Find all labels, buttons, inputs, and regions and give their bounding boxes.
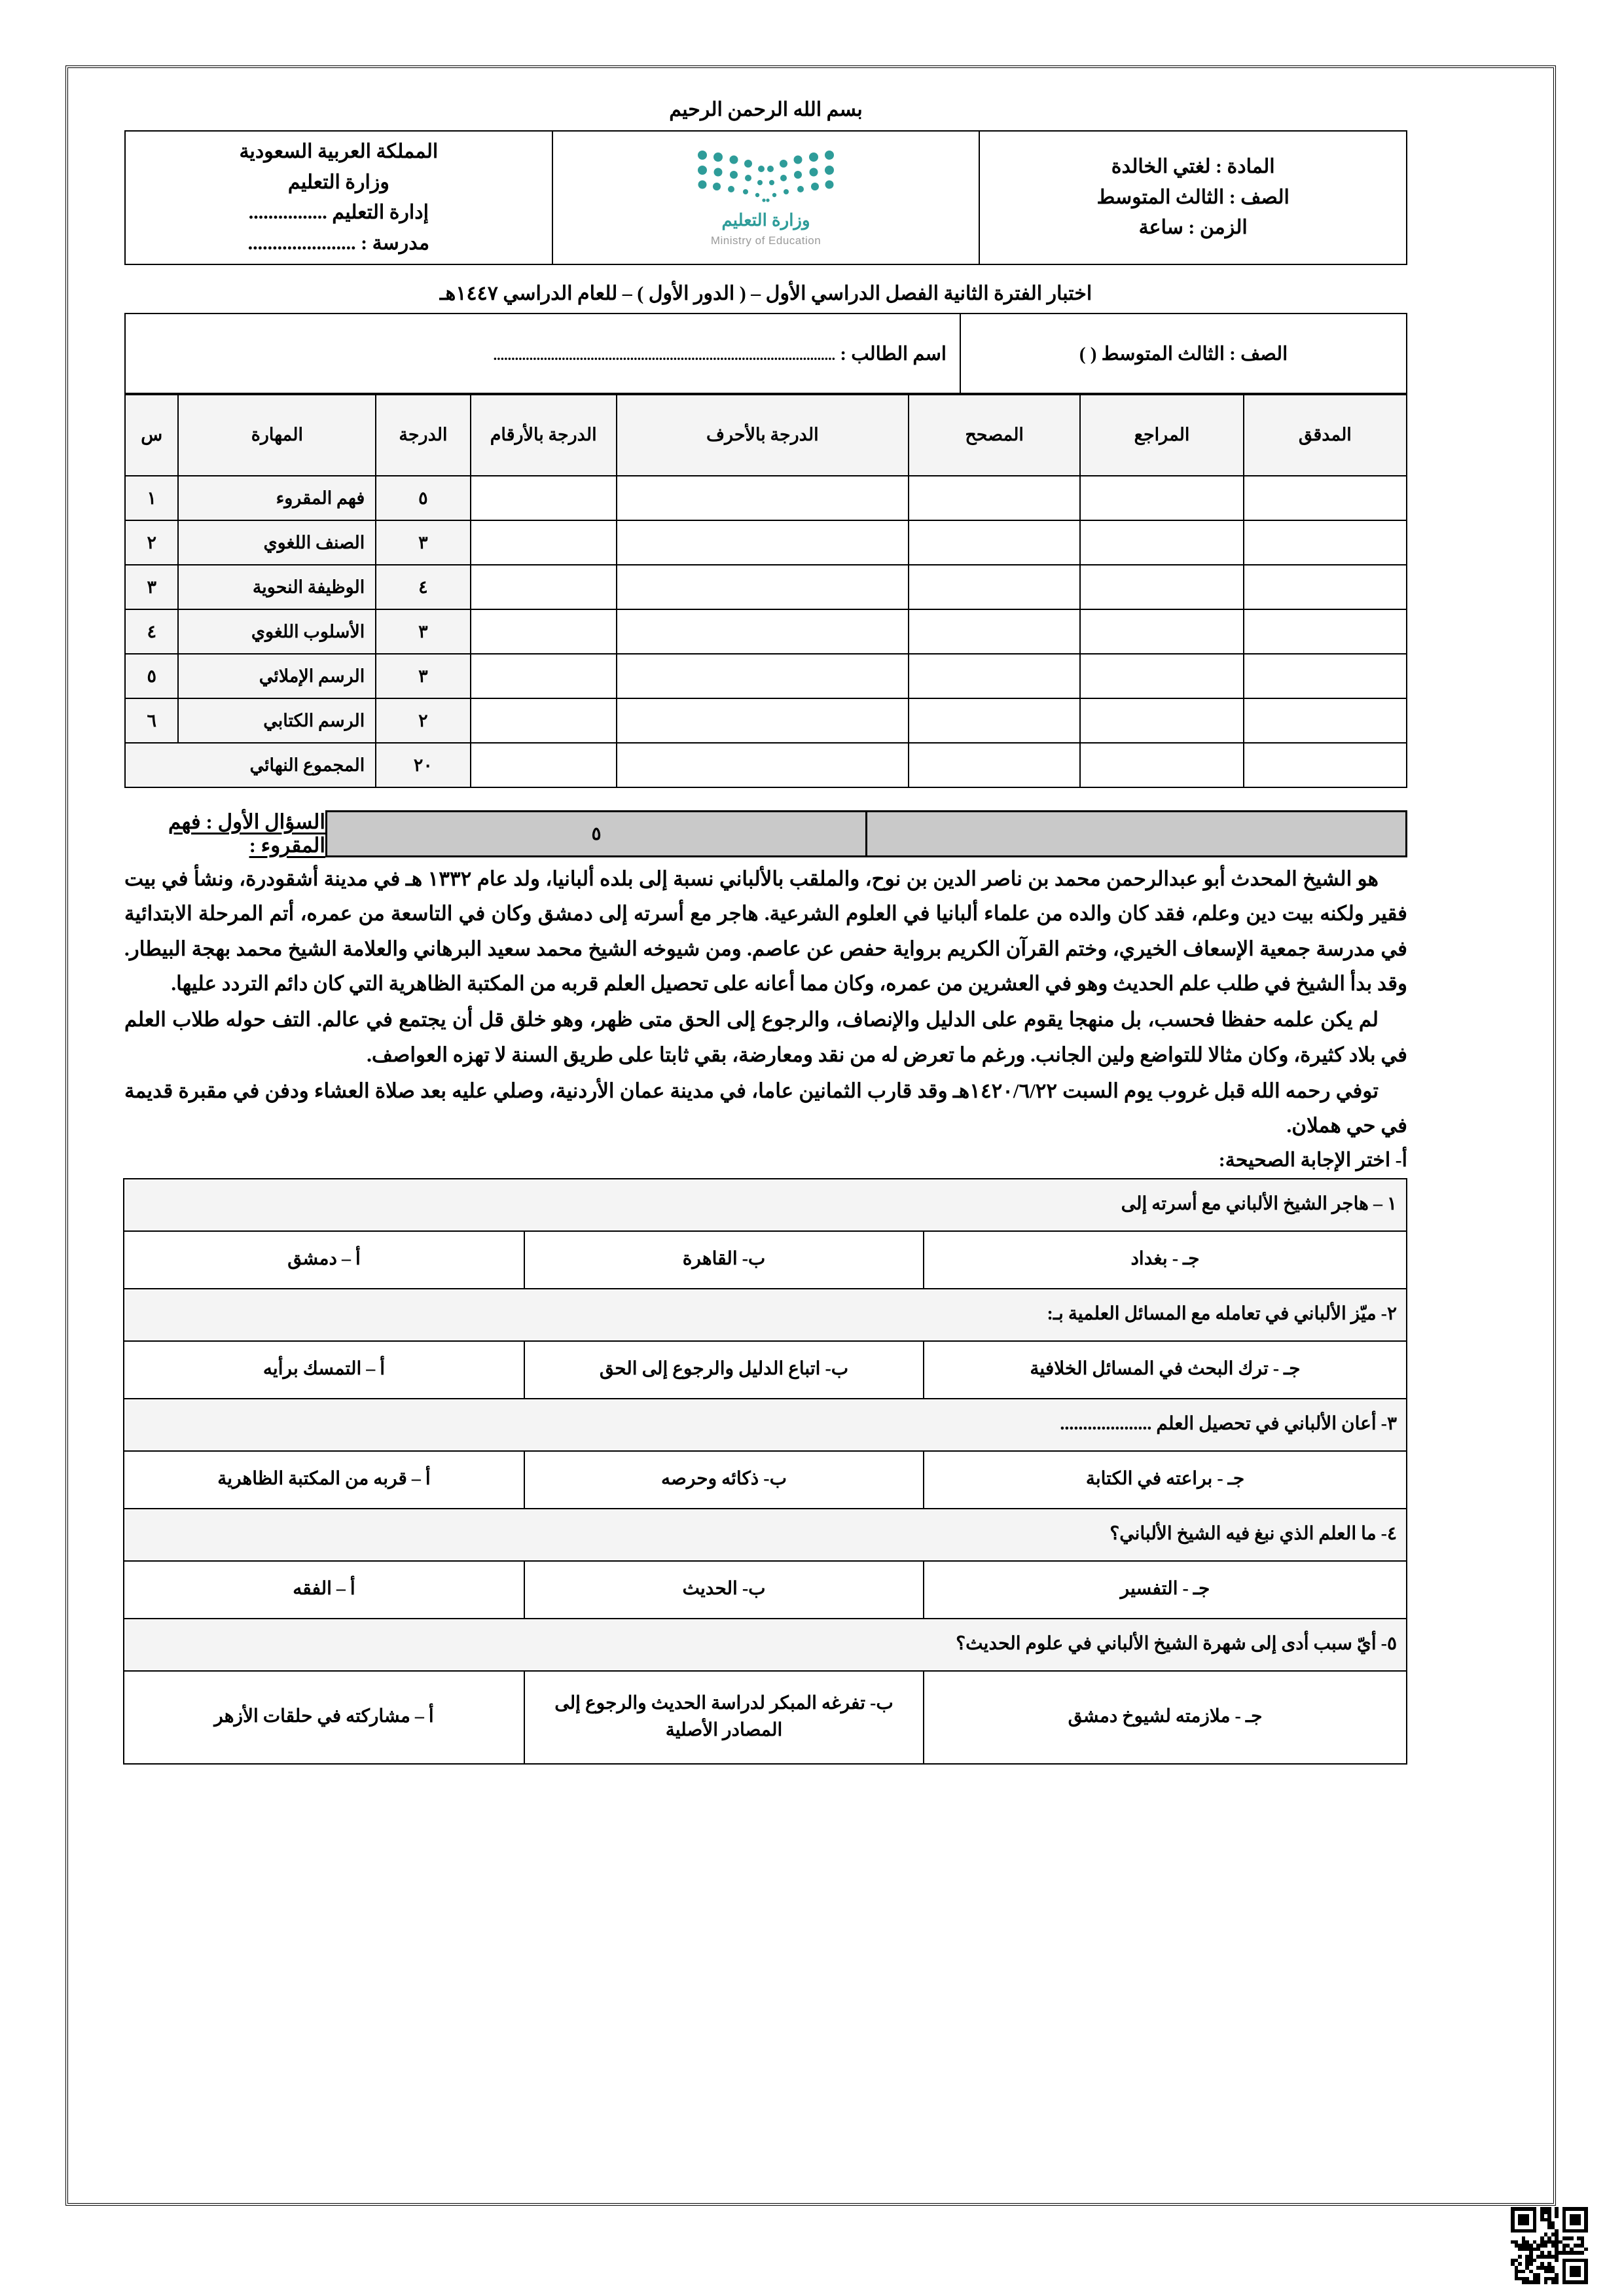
cell-seq: ٣ — [125, 565, 178, 609]
passage-paragraph-3: توفي رحمه الله قبل غروب يوم السبت ١٤٢٠/٦/٢٢هـ وقد قارب الثمانين عاما، في مدينة عمان الأردنية، وصلي عليه بعد صلاة العشاء ودفن في مقبرة قديمة في حي هملان. — [124, 1079, 1407, 1138]
cell-total-label: المجموع النهائي — [125, 743, 376, 787]
kingdom-line: المملكة العربية السعودية — [239, 141, 439, 162]
exam-page — [65, 65, 1556, 2206]
cell-checker[interactable] — [1244, 476, 1407, 520]
cell-checker[interactable] — [1244, 698, 1407, 743]
cell-degree: ٢ — [376, 698, 470, 743]
basmala-text: بسم الله الرحمن الرحيم — [669, 99, 863, 120]
table-row — [125, 654, 1407, 698]
cell-degree-numbers[interactable] — [471, 565, 617, 609]
question-stem-row — [124, 1399, 1407, 1451]
option-c-2[interactable]: جـ - ترك البحث في المسائل الخلافية — [924, 1341, 1407, 1399]
subject-line: المادة : لغتي الخالدة — [1111, 156, 1275, 178]
cell-degree: ٣ — [376, 654, 470, 698]
cell-degree: ٣ — [376, 520, 470, 565]
table-row — [125, 476, 1407, 520]
option-a-3[interactable]: أ – قربه من المكتبة الظاهرية — [124, 1451, 524, 1509]
col-header-seq: س — [125, 395, 178, 476]
reading-passage — [124, 861, 1407, 1143]
question-stem-row — [124, 1509, 1407, 1561]
cell-corrector[interactable] — [909, 520, 1080, 565]
option-c-4[interactable]: جـ - التفسير — [924, 1561, 1407, 1619]
cell-degree: ٤ — [376, 565, 470, 609]
cell-checker[interactable] — [1244, 520, 1407, 565]
cell-degree-letters[interactable] — [617, 565, 909, 609]
cell-seq: ٦ — [125, 698, 178, 743]
option-a-4[interactable]: أ – الفقه — [124, 1561, 524, 1619]
question-one-header — [124, 810, 1407, 857]
choose-correct-answer-instruction: أ‌- اختر الإجابة الصحيحة: — [1218, 1149, 1407, 1171]
col-header-reviewer: المراجع — [1080, 395, 1243, 476]
question-stem-2: ٢- ميّز الألباني في تعامله مع المسائل العلمية بـ: — [124, 1289, 1407, 1341]
student-class-cell[interactable] — [960, 314, 1407, 393]
score-total-cell: ٥ — [326, 812, 866, 857]
cell-reviewer[interactable] — [1080, 698, 1243, 743]
cell-total-degree: ٢٠ — [376, 743, 470, 787]
col-header-degree: الدرجة — [376, 395, 470, 476]
table-row — [125, 609, 1407, 654]
question-stem-row — [124, 1619, 1407, 1671]
cell-reviewer-total[interactable] — [1080, 743, 1243, 787]
option-b-4[interactable]: ب- الحديث — [524, 1561, 924, 1619]
question-stem-row — [124, 1179, 1407, 1231]
cell-corrector[interactable] — [909, 609, 1080, 654]
page-content — [124, 81, 1407, 1765]
cell-reviewer[interactable] — [1080, 565, 1243, 609]
student-name-label: اسم الطالب : — [840, 343, 947, 365]
option-c-3[interactable]: جـ - براعته في الكتابة — [924, 1451, 1407, 1509]
question-options-row — [124, 1561, 1407, 1619]
cell-checker-total[interactable] — [1244, 743, 1407, 787]
cell-degree-numbers[interactable] — [471, 698, 617, 743]
table-row — [125, 565, 1407, 609]
cell-degree: ٥ — [376, 476, 470, 520]
question-options-row — [124, 1671, 1407, 1764]
cell-checker[interactable] — [1244, 609, 1407, 654]
qr-code — [1511, 2207, 1588, 2284]
question-options-row — [124, 1231, 1407, 1289]
col-header-corrector: المصحح — [909, 395, 1080, 476]
education-dept-line: إدارة التعليم ................ — [248, 202, 429, 223]
student-info-table — [124, 313, 1407, 394]
ministry-line: وزارة التعليم — [287, 171, 389, 193]
cell-degree-letters[interactable] — [617, 654, 909, 698]
cell-degree-letters-total[interactable] — [617, 743, 909, 787]
cell-corrector[interactable] — [909, 654, 1080, 698]
exam-title: اختبار الفترة الثانية الفصل الدراسي الأول – ( الدور الأول ) – للعام الدراسي ١٤٤٧هـ — [439, 283, 1092, 304]
cell-degree-letters[interactable] — [617, 609, 909, 654]
option-b-2[interactable]: ب- اتباع الدليل والرجوع إلى الحق — [524, 1341, 924, 1399]
cell-skill: فهم المقروء — [178, 476, 376, 520]
question-stem-5: ٥- أيّ سبب أدى إلى شهرة الشيخ الألباني في علوم الحديث؟ — [124, 1619, 1407, 1671]
moe-arabic-wordmark: وزارة التعليم — [721, 209, 810, 230]
table-row — [125, 520, 1407, 565]
marks-table-header-row — [125, 395, 1407, 476]
cell-skill: الرسم الكتابي — [178, 698, 376, 743]
option-c-5[interactable]: جـ - ملازمته لشيوخ دمشق — [924, 1671, 1407, 1764]
option-b-1[interactable]: ب- القاهرة — [524, 1231, 924, 1289]
question-options-row — [124, 1451, 1407, 1509]
cell-seq: ٤ — [125, 609, 178, 654]
col-header-degree-letters: الدرجة بالأحرف — [617, 395, 909, 476]
cell-corrector[interactable] — [909, 476, 1080, 520]
cell-degree-numbers[interactable] — [471, 476, 617, 520]
moe-palm-dots-icon — [691, 149, 841, 205]
marks-table — [124, 394, 1407, 788]
cell-degree-numbers[interactable] — [471, 654, 617, 698]
cell-reviewer[interactable] — [1080, 520, 1243, 565]
cell-corrector[interactable] — [909, 698, 1080, 743]
time-line: الزمن : ساعة — [1138, 217, 1248, 239]
multiple-choice-table — [123, 1178, 1407, 1765]
cell-reviewer[interactable] — [1080, 654, 1243, 698]
header-subject-cell — [979, 131, 1407, 264]
student-name-cell[interactable] — [125, 314, 960, 393]
question-stem-3: ٣- أعان الألباني في تحصيل العلم .................... — [124, 1399, 1407, 1451]
col-header-skill: المهارة — [178, 395, 376, 476]
passage-paragraph-2: لم يكن علمه حفظا فحسب، بل منهجا يقوم على الدليل والإنصاف، والرجوع إلى الحق متى ظهر، وهو خلق قل أن يجتمع في عالم. التف حوله طلاب العلم في بلاد كثيرة، وكان مثالا للتواضع ولين الجانب. ورغم ما تعرض له من نقد ومعارضة، بقي ثابتا على طريق السنة لا تهزه العواصف. — [124, 1008, 1407, 1066]
student-class-label: الصف : الثالث المتوسط ( ) — [1079, 343, 1288, 365]
cell-degree-letters[interactable] — [617, 476, 909, 520]
cell-degree: ٣ — [376, 609, 470, 654]
cell-degree-numbers[interactable] — [471, 520, 617, 565]
cell-skill: الأسلوب اللغوي — [178, 609, 376, 654]
question-stem-1: ١ – هاجر الشيخ الألباني مع أسرته إلى — [124, 1179, 1407, 1231]
option-b-5[interactable]: ب- تفرغه المبكر لدراسة الحديث والرجوع إلى المصادر الأصلية — [524, 1671, 924, 1764]
cell-checker[interactable] — [1244, 565, 1407, 609]
cell-corrector[interactable] — [909, 565, 1080, 609]
moe-english-wordmark: Ministry of Education — [710, 234, 821, 247]
table-row — [125, 698, 1407, 743]
cell-seq: ١ — [125, 476, 178, 520]
cell-skill: الرسم الإملائي — [178, 654, 376, 698]
ministry-of-education-logo — [681, 149, 851, 247]
question-one-title: السؤال الأول : فهم المقروء : — [168, 810, 325, 857]
option-a-5[interactable]: أ – مشاركته في حلقات الأزهر — [124, 1671, 524, 1764]
passage-paragraph-1: هو الشيخ المحدث أبو عبدالرحمن محمد بن ناصر الدين بن نوح، والملقب بالألباني نسبة إلى بلده ألبانيا، ولد عام ١٣٣٢ هـ في مدينة أشقودرة، ونشأ في بيت فقير ولكنه بيت دين وعلم، فقد كان والده من علماء ألبانيا في العلوم الشرعية. هاجر مع أسرته إلى دمشق وكان في التاسعة من عمره، أتم المرحلة الابتدائية في مدرسة جمعية الإسعاف الخيري، وختم القرآن الكريم برواية حفص عن عاصم. ومن شيوخه الشيخ محمد سعيد البرهاني والعلامة الشيخ محمد بهجة البيطار. وقد بدأ الشيخ في طلب علم الحديث وهو في العشرين من عمره، وكان مما أعانه على تحصيل العلم قربه من المكتبة الظاهرية التي كان دائم التردد عليها. — [124, 867, 1407, 995]
grade-line: الصف : الثالث المتوسط — [1096, 186, 1290, 208]
school-line: مدرسة : ...................... — [247, 232, 430, 254]
option-a-1[interactable]: أ – دمشق — [124, 1231, 524, 1289]
score-earned-cell[interactable] — [867, 812, 1407, 857]
header-table — [124, 130, 1407, 265]
cell-skill: الوظيفة النحوية — [178, 565, 376, 609]
option-c-1[interactable]: جـ - بغداد — [924, 1231, 1407, 1289]
cell-corrector-total[interactable] — [909, 743, 1080, 787]
student-name-input[interactable]: ............................................................................................... — [493, 346, 836, 363]
header-ministry-cell — [125, 131, 552, 264]
cell-reviewer[interactable] — [1080, 476, 1243, 520]
option-a-2[interactable]: أ – التمسك برأيه — [124, 1341, 524, 1399]
cell-degree-numbers[interactable] — [471, 609, 617, 654]
header-logo-cell — [552, 131, 980, 264]
question-stem-4: ٤- ما العلم الذي نبغ فيه الشيخ الألباني؟ — [124, 1509, 1407, 1561]
cell-checker[interactable] — [1244, 654, 1407, 698]
col-header-degree-numbers: الدرجة بالأرقام — [471, 395, 617, 476]
question-one-score-box — [325, 810, 1407, 857]
cell-degree-numbers-total[interactable] — [471, 743, 617, 787]
cell-skill: الصنف اللغوي — [178, 520, 376, 565]
cell-degree-letters[interactable] — [617, 520, 909, 565]
question-options-row — [124, 1341, 1407, 1399]
option-b-3[interactable]: ب- ذكائه وحرصه — [524, 1451, 924, 1509]
cell-reviewer[interactable] — [1080, 609, 1243, 654]
question-stem-row — [124, 1289, 1407, 1341]
col-header-checker: المدقق — [1244, 395, 1407, 476]
cell-seq: ٥ — [125, 654, 178, 698]
cell-degree-letters[interactable] — [617, 698, 909, 743]
cell-seq: ٢ — [125, 520, 178, 565]
marks-total-row — [125, 743, 1407, 787]
